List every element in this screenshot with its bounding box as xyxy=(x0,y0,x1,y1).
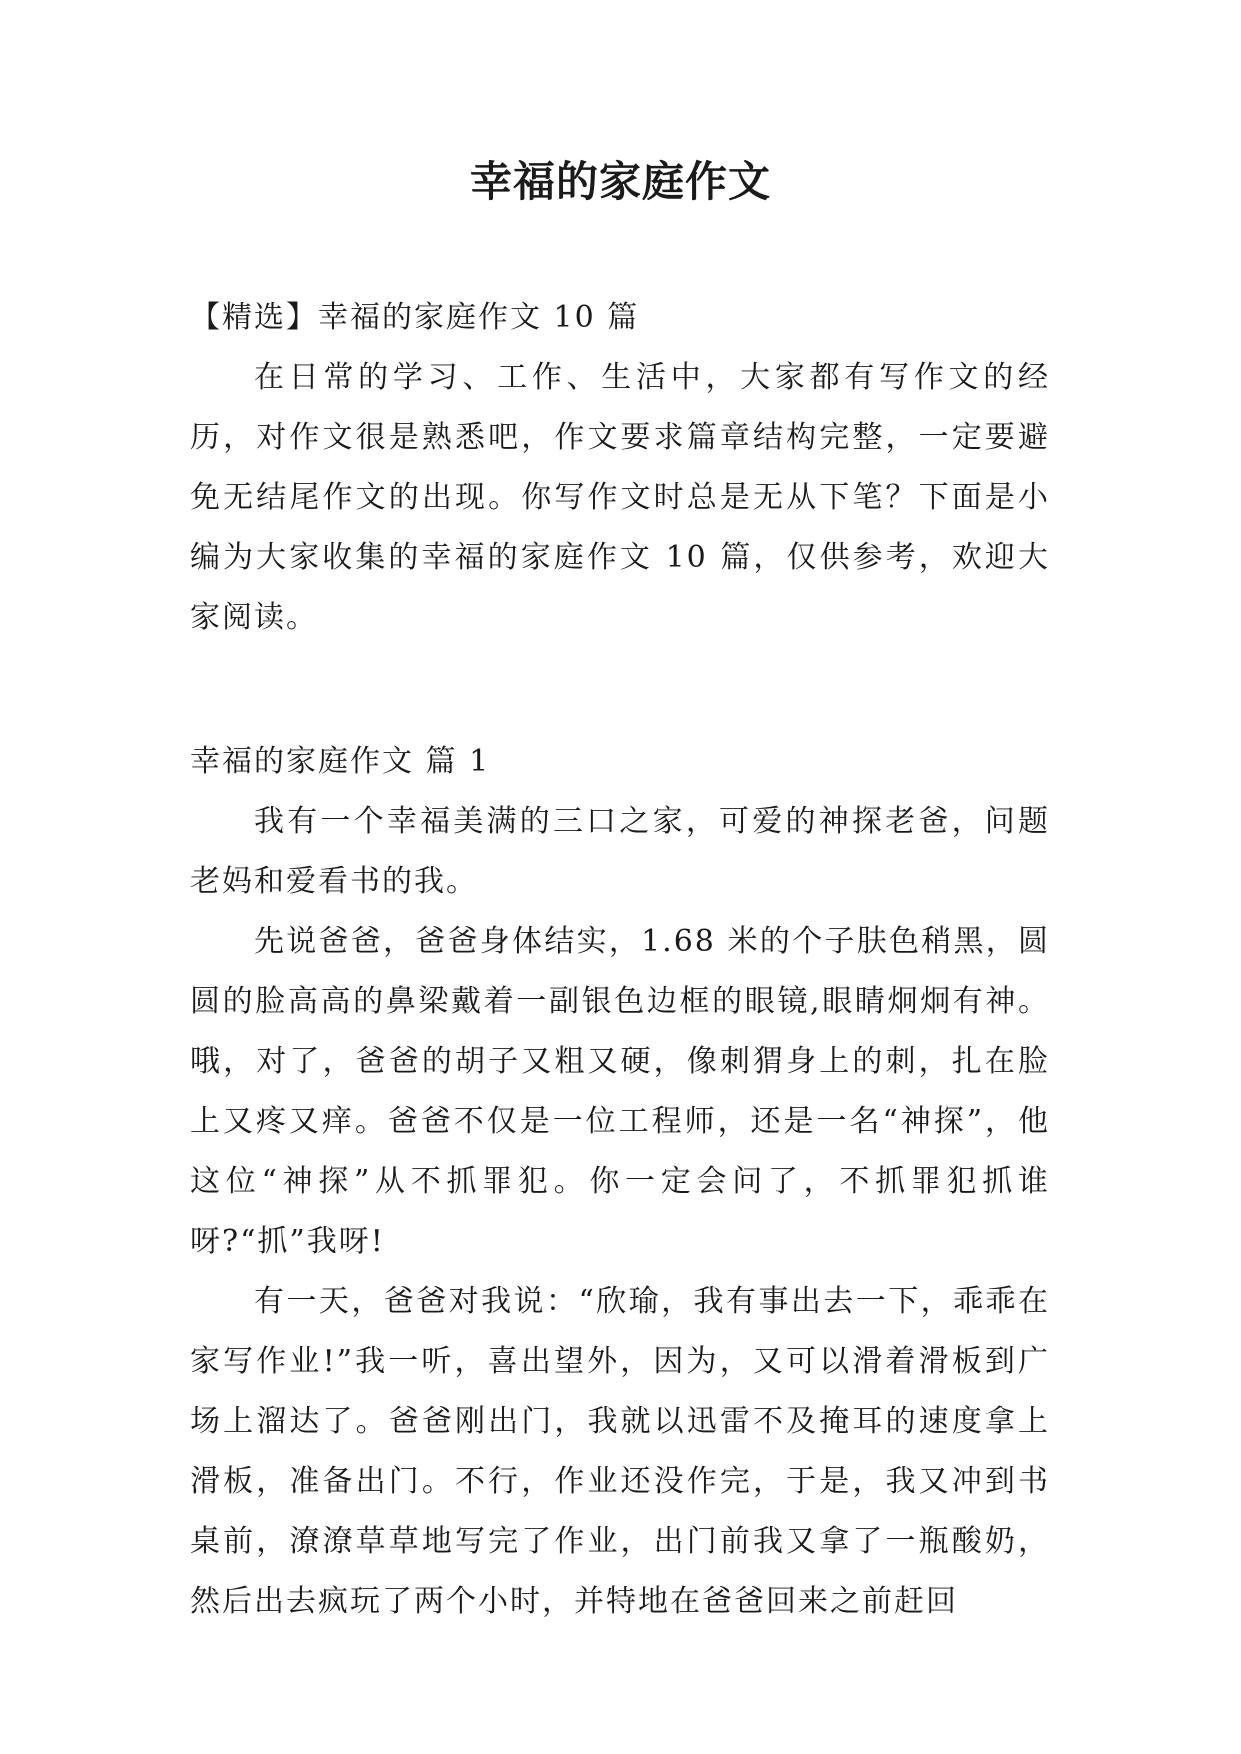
section-spacer xyxy=(190,648,1050,732)
intro-paragraph: 在日常的学习、工作、生活中，大家都有写作文的经历，对作文很是熟悉吧，作文要求篇章结构完整，一定要避免无结尾作文的出现。你写作文时总是无从下笔？下面是小编为大家收集的幸福的家庭作文 10 篇，仅供参考，欢迎大家阅读。 xyxy=(190,360,1050,635)
intro-heading: 【精选】幸福的家庭作文 10 篇 xyxy=(190,300,640,335)
section-heading: 幸福的家庭作文 篇 1 xyxy=(190,744,491,779)
document-title: 幸福的家庭作文 xyxy=(469,157,771,206)
body-paragraph: 有一天，爸爸对我说：“欣瑜，我有事出去一下，乖乖在家写作业!”我一听，喜出望外，因为，又可以滑着滑板到广场上溜达了。爸爸刚出门，我就以迅雷不及掩耳的速度拿上滑板，准备出门。不行，作业还没作完，于是，我又冲到书桌前，潦潦草草地写完了作业，出门前我又拿了一瓶酸奶，然后出去疯玩了两个小时，并特地在爸爸回来之前赶回 xyxy=(190,1284,1050,1619)
document-body xyxy=(190,288,1050,1632)
body-paragraph: 先说爸爸，爸爸身体结实，1.68 米的个子肤色稍黑，圆圆的脸高高的鼻梁戴着一副银色边框的眼镜,眼睛炯炯有神。哦，对了，爸爸的胡子又粗又硬，像刺猬身上的刺，扎在脸上又疼又痒。爸爸不仅是一位工程师，还是一名“神探”，他这位“神探”从不抓罪犯。你一定会问了，不抓罪犯抓谁呀?“抓”我呀! xyxy=(190,924,1050,1259)
body-paragraph: 我有一个幸福美满的三口之家，可爱的神探老爸，问题老妈和爱看书的我。 xyxy=(190,804,1050,899)
